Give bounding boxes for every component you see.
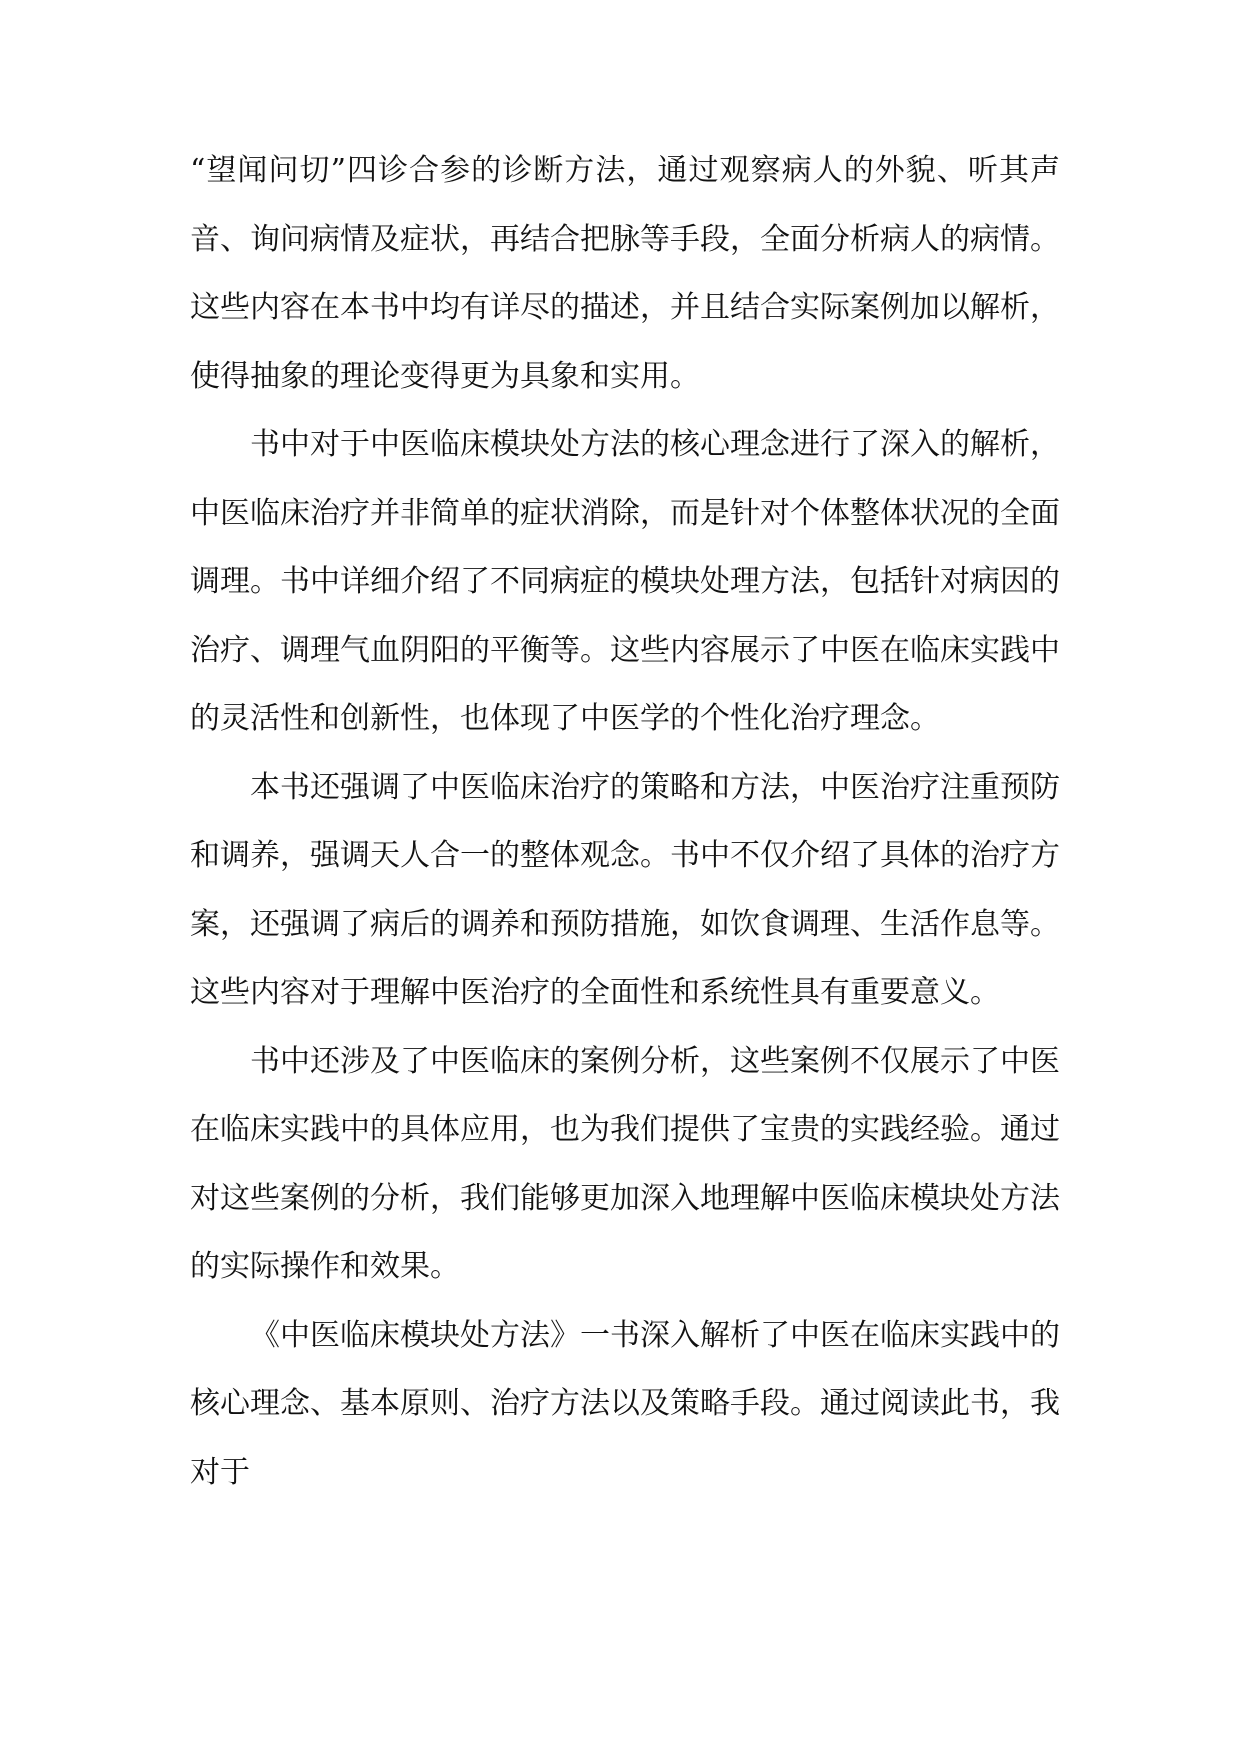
paragraph-core-concepts: 书中对于中医临床模块处方法的核心理念进行了深入的解析，中医临床治疗并非简单的症状消除，而是针对个体整体状况的全面调理。书中详细介绍了不同病症的模块处理方法，包括针对病因的治疗、调理气血阴阳的平衡等。这些内容展示了中医在临床实践中的灵活性和创新性，也体现了中医学的个性化治疗理念。	[190, 427, 1060, 736]
paragraph-diagnosis-methods: “望闻问切”四诊合参的诊断方法，通过观察病人的外貌、听其声音、询问病情及症状，再结合把脉等手段，全面分析病人的病情。这些内容在本书中均有详尽的描述，并且结合实际案例加以解析，使得抽象的理论变得更为具象和实用。	[190, 153, 1060, 394]
paragraph-case-analysis: 书中还涉及了中医临床的案例分析，这些案例不仅展示了中医在临床实践中的具体应用，也为我们提供了宝贵的实践经验。通过对这些案例的分析，我们能够更加深入地理解中医临床模块处方法的实际操作和效果。	[190, 1043, 1060, 1284]
paragraph-treatment-strategy: 本书还强调了中医临床治疗的策略和方法，中医治疗注重预防和调养，强调天人合一的整体观念。书中不仅介绍了具体的治疗方案，还强调了病后的调养和预防措施，如饮食调理、生活作息等。这些内容对于理解中医治疗的全面性和系统性具有重要意义。	[190, 769, 1060, 1010]
paragraph-book-summary: 《中医临床模块处方法》一书深入解析了中医在临床实践中的核心理念、基本原则、治疗方法以及策略手段。通过阅读此书，我对于	[190, 1317, 1060, 1490]
document-body	[190, 137, 1060, 1507]
